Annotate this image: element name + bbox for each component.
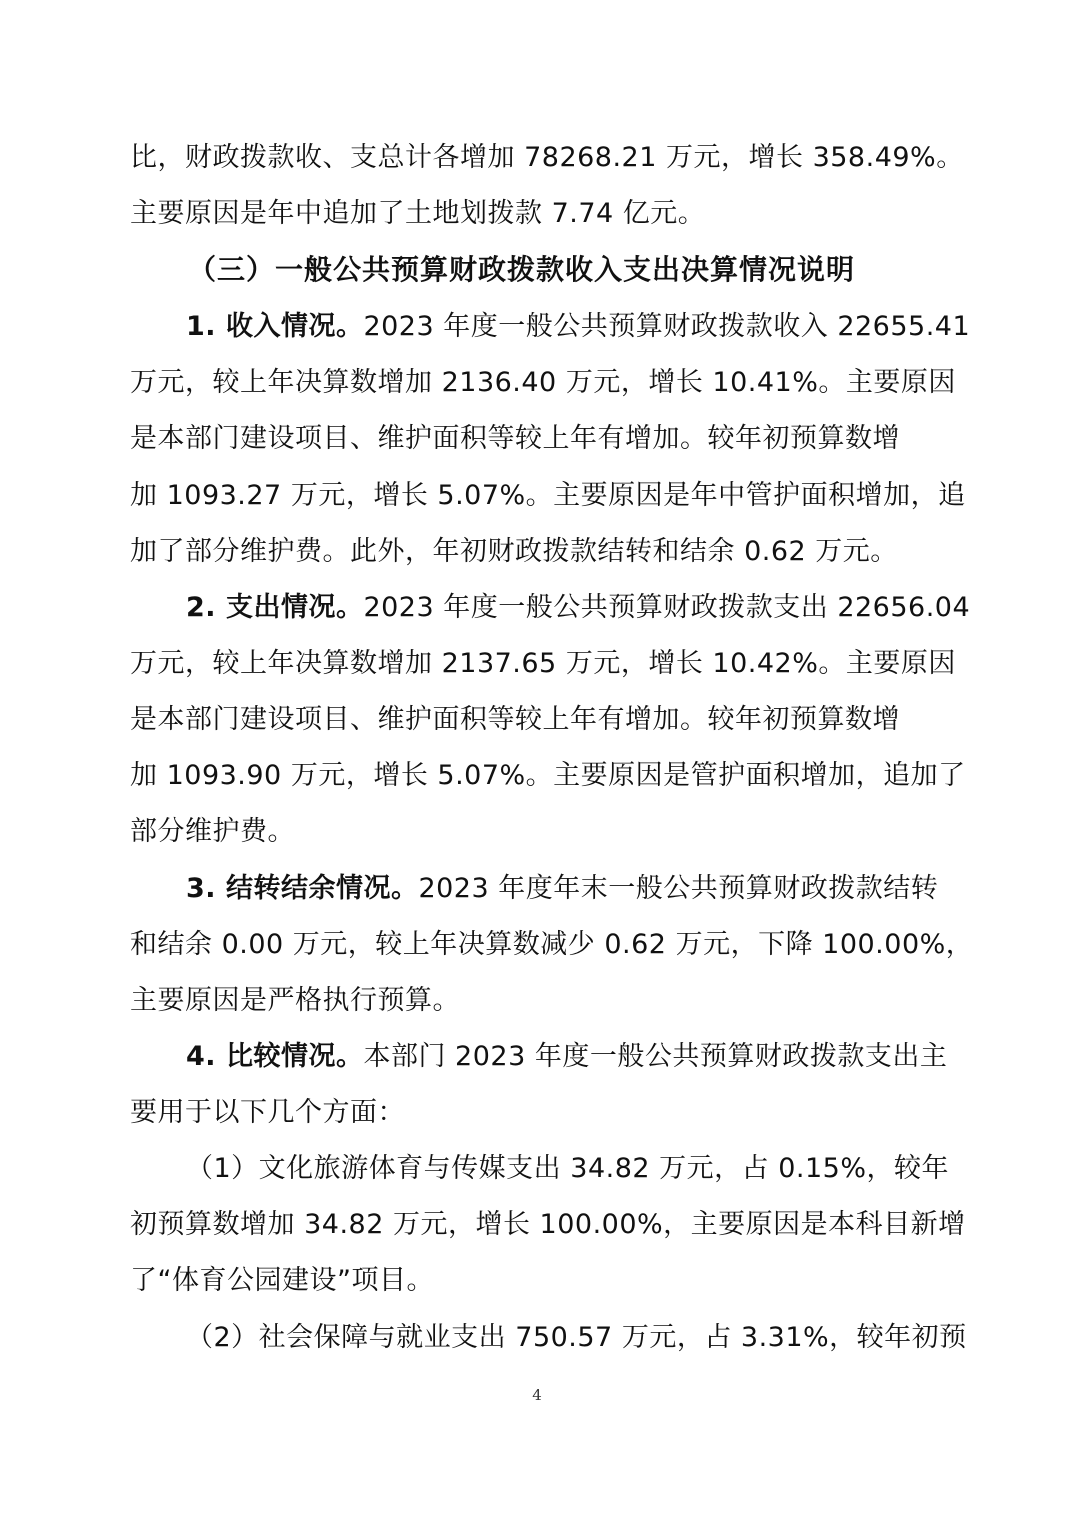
paragraph-line <box>186 588 970 628</box>
paragraph-line: 比，财政拨款收、支总计各增加 78268.21 万元，增长 358.49%。 <box>130 142 964 173</box>
page-number: 4 <box>532 1386 542 1404</box>
subheading-expense: 2. 支出情况。 <box>186 592 364 623</box>
paragraph-line: 加 1093.27 万元，增长 5.07%。主要原因是年中管护面积增加，追 <box>130 480 966 511</box>
paragraph-line <box>186 869 938 909</box>
paragraph-text: 2023 年度年末一般公共预算财政拨款结转 <box>418 873 939 904</box>
paragraph-line: 部分维护费。 <box>130 816 295 847</box>
paragraph-line: 是本部门建设项目、维护面积等较上年有增加。较年初预算数增 <box>130 704 900 735</box>
paragraph-text: 2023 年度一般公共预算财政拨款支出 22656.04 <box>363 592 971 623</box>
paragraph-line: 了“体育公园建设”项目。 <box>130 1265 434 1296</box>
paragraph-line: （1）文化旅游体育与传媒支出 34.82 万元，占 0.15%，较年 <box>186 1153 949 1184</box>
paragraph-line: 加了部分维护费。此外，年初财政拨款结转和结余 0.62 万元。 <box>130 536 898 567</box>
paragraph-line: 万元，较上年决算数增加 2136.40 万元，增长 10.41%。主要原因 <box>130 367 956 398</box>
paragraph-line: 万元，较上年决算数增加 2137.65 万元，增长 10.42%。主要原因 <box>130 648 956 679</box>
subheading-comparison: 4. 比较情况。 <box>186 1041 364 1072</box>
paragraph-line: 是本部门建设项目、维护面积等较上年有增加。较年初预算数增 <box>130 423 900 454</box>
paragraph-line: 要用于以下几个方面： <box>130 1097 405 1128</box>
subheading-income: 1. 收入情况。 <box>186 311 364 342</box>
paragraph-line: 主要原因是年中追加了土地划拨款 7.74 亿元。 <box>130 198 706 229</box>
paragraph-line <box>186 1037 947 1077</box>
section-heading: （三）一般公共预算财政拨款收入支出决算情况说明 <box>188 253 856 286</box>
paragraph-line: 加 1093.90 万元，增长 5.07%。主要原因是管护面积增加，追加了 <box>130 760 966 791</box>
paragraph-text: 本部门 2023 年度一般公共预算财政拨款支出主 <box>363 1041 948 1072</box>
paragraph-line: 和结余 0.00 万元，较上年决算数减少 0.62 万元，下降 100.00%， <box>130 929 974 960</box>
paragraph-line: （2）社会保障与就业支出 750.57 万元，占 3.31%，较年初预 <box>186 1322 967 1353</box>
subheading-carryover: 3. 结转结余情况。 <box>186 873 419 904</box>
paragraph-line <box>186 307 970 347</box>
paragraph-text: 2023 年度一般公共预算财政拨款收入 22655.41 <box>363 311 971 342</box>
paragraph-line: 主要原因是严格执行预算。 <box>130 985 460 1016</box>
paragraph-line: 初预算数增加 34.82 万元，增长 100.00%，主要原因是本科目新增 <box>130 1209 966 1240</box>
